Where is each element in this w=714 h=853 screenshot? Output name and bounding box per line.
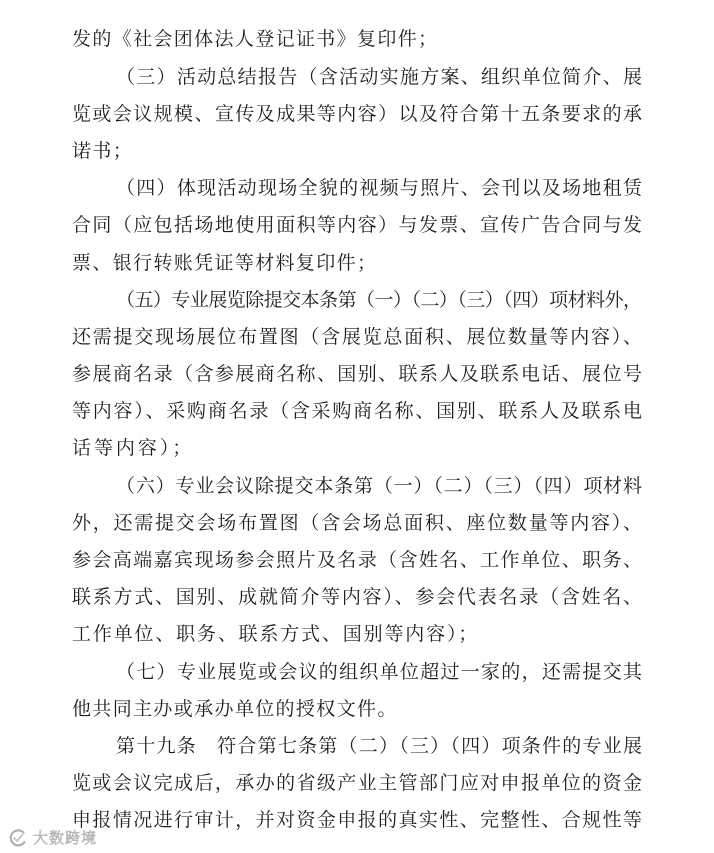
text-line: 合同（应包括场地使用面积等内容）与发票、宣传广告合同与发: [72, 214, 644, 237]
document-body: [72, 21, 642, 839]
text-line: 第十九条 符合第七条第（二）（三）（四）项条件的专业展: [116, 734, 644, 757]
text-line: （四）体现活动现场全貌的视频与照片、会刊以及场地租赁: [116, 177, 644, 200]
text-line: 发的《社会团体法人登记证书》复印件；: [72, 28, 439, 51]
paragraph-item-3: [72, 59, 642, 171]
text-line: 诺书；: [72, 139, 134, 162]
text-line: 参会高端嘉宾现场参会照片及名录（含姓名、工作单位、职务、: [72, 549, 644, 572]
text-line: 览或会议完成后，承办的省级产业主管部门应对申报单位的资金: [72, 772, 644, 795]
paragraph-article-19: [72, 728, 642, 840]
brand-logo-icon: [7, 827, 29, 849]
text-line: （七）专业展览或会议的组织单位超过一家的，还需提交其: [116, 660, 644, 683]
text-line: 申报情况进行审计，并对资金申报的真实性、完整性、合规性等: [72, 809, 644, 832]
paragraph-item-6: [72, 468, 642, 654]
watermark: [7, 827, 97, 849]
text-line: 票、银行转账凭证等材料复印件；: [72, 251, 378, 274]
paragraph-item-4: [72, 170, 642, 282]
paragraph-item-7: [72, 654, 642, 728]
text-line: 话等内容）；: [72, 437, 195, 460]
text-line: 联系方式、国别、成就简介等内容）、参会代表名录（含姓名、: [72, 586, 644, 609]
text-line: （六）专业会议除提交本条第（一）（二）（三）（四）项材料: [116, 474, 643, 497]
text-line: 参展商名录（含参展商名称、国别、联系人及联系电话、展位号: [72, 363, 644, 386]
text-line: 览或会议规模、宣传及成果等内容）以及符合第十五条要求的承: [72, 102, 644, 125]
text-line: （五）专业展览除提交本条第（一）（二）（三）（四）项材料外，: [116, 288, 642, 311]
paragraph-continuation: [72, 21, 642, 58]
text-line: 工作单位、职务、联系方式、国别等内容）；: [72, 623, 480, 646]
paragraph-item-5: [72, 282, 642, 468]
text-line: 他共同主办或承办单位的授权文件。: [72, 697, 398, 720]
text-line: （三）活动总结报告（含活动实施方案、组织单位简介、展: [116, 65, 644, 88]
watermark-text: 大数跨境: [33, 829, 98, 847]
text-line: 等内容）、采购商名录（含采购商名称、国别、联系人及联系电: [72, 400, 644, 423]
text-line: 外，还需提交会场布置图（含会场总面积、座位数量等内容）、: [72, 511, 644, 534]
text-line: 还需提交现场展位布置图（含展览总面积、展位数量等内容）、: [72, 325, 644, 348]
